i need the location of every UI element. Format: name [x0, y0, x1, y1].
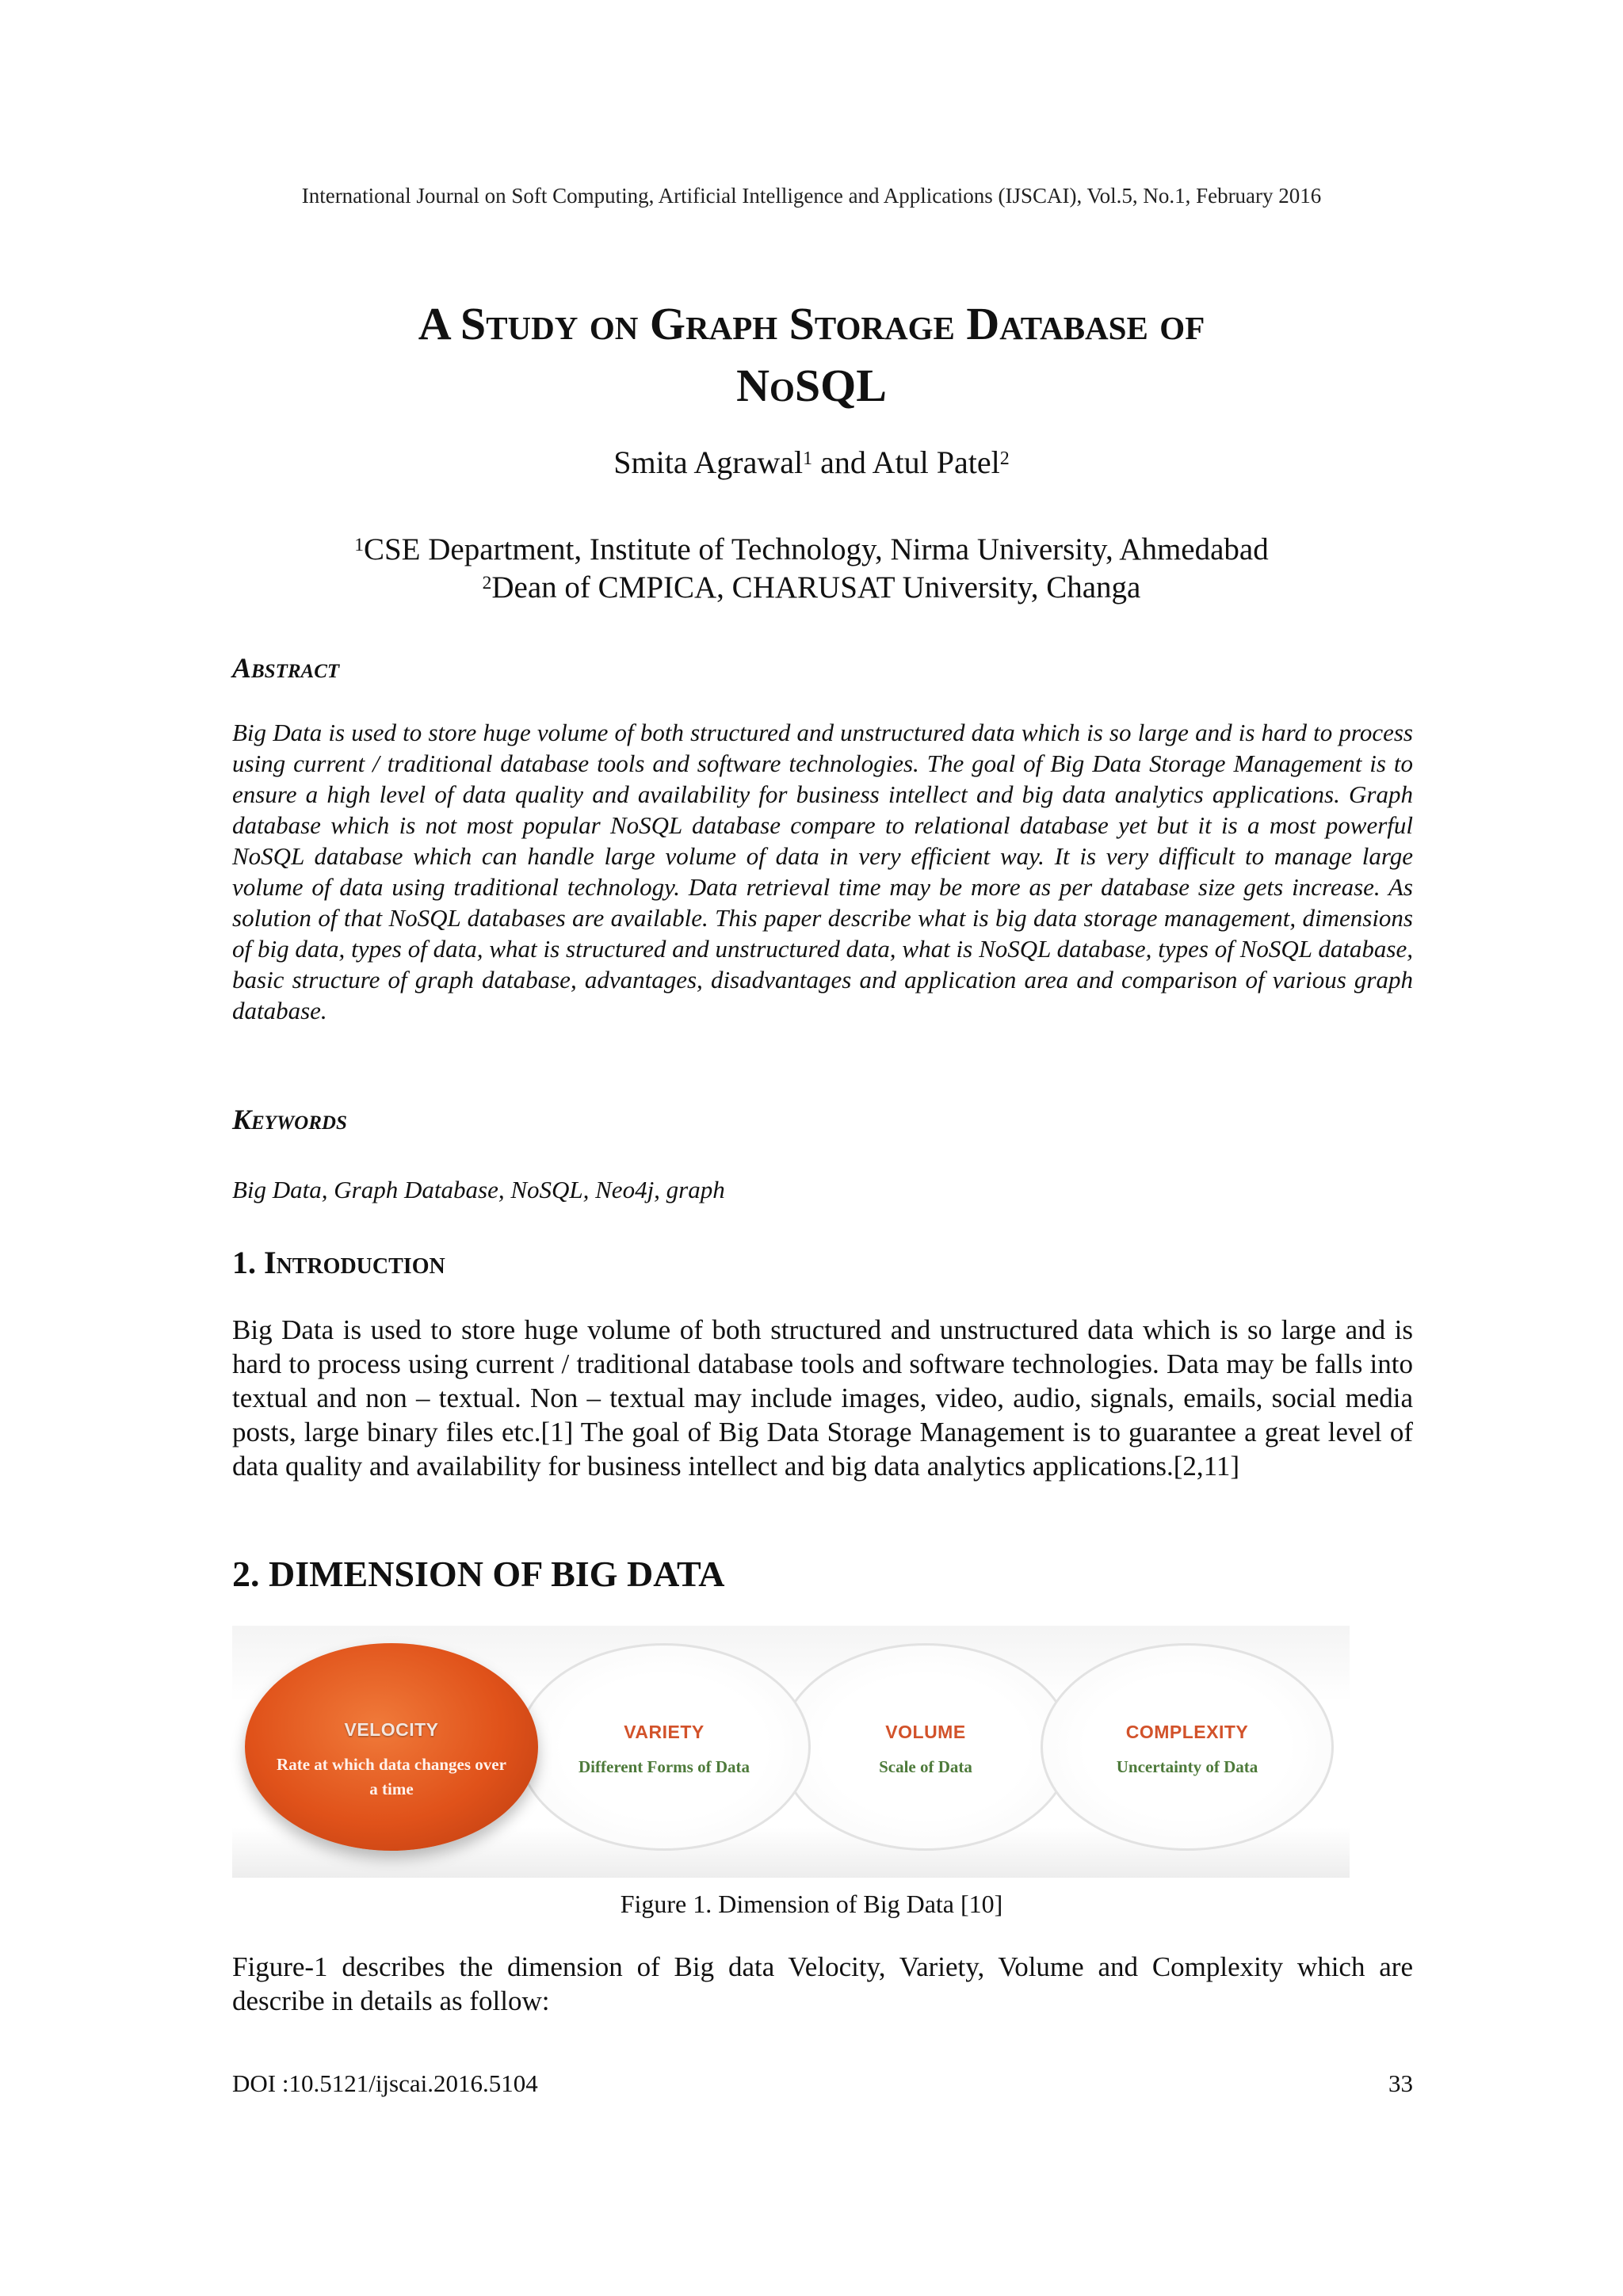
velocity-title: VELOCITY — [344, 1719, 439, 1740]
page-number: 33 — [1388, 2069, 1413, 2097]
volume-subtitle: Scale of Data — [879, 1757, 972, 1776]
author-2: Atul Patel — [872, 444, 1000, 480]
variety-subtitle: Different Forms of Data — [579, 1757, 750, 1776]
title-line-2: NoSQL — [736, 360, 887, 411]
velocity-circle — [245, 1643, 538, 1851]
abstract-heading: Abstract — [232, 652, 340, 684]
affiliation-1-sup: 1 — [354, 535, 364, 556]
intro-heading: 1. Introduction — [232, 1245, 445, 1280]
keywords-heading: Keywords — [232, 1104, 347, 1135]
complexity-subtitle: Uncertainty of Data — [1116, 1757, 1258, 1776]
affiliation-1-text: CSE Department, Institute of Technology, Nirma University, Ahmedabad — [363, 532, 1269, 566]
author-conj: and — [812, 444, 873, 480]
keywords-text: Big Data, Graph Database, NoSQL, Neo4j, graph — [232, 1176, 725, 1203]
doi: DOI :10.5121/ijscai.2016.5104 — [232, 2069, 538, 2097]
author-1-sup: 1 — [803, 448, 813, 470]
affiliation-2-text: Dean of CMPICA, CHARUSAT University, Changa — [491, 570, 1141, 605]
variety-circle — [517, 1643, 811, 1851]
velocity-subtitle: Rate at which data changes over a time — [277, 1755, 506, 1798]
author-2-sup: 2 — [999, 448, 1010, 470]
title-line-1: A Study on Graph Storage Database of — [418, 298, 1205, 349]
volume-circle — [779, 1643, 1072, 1851]
affiliations — [0, 531, 1623, 607]
affiliation-2-sup: 2 — [482, 573, 492, 594]
affiliation-2 — [0, 569, 1623, 607]
intro-text: Big Data is used to store huge volume of both structured and unstructured data which is so large and is hard to process using current / traditional database tools and software technologies. Data may be falls into textual and non – textual. Non – textual may include images, video, audio, signals, emails, social media posts, large binary files etc.[1] The goal of Big Data Storage Management is to guarantee a great level of data quality and availability for business intellect and big data analytics applications.[2,11] — [232, 1314, 1413, 1482]
section-2-text: Figure-1 describes the dimension of Big data Velocity, Variety, Volume and Complexity which are describe in details as follow: — [232, 1951, 1413, 2016]
figure-caption: Figure 1. Dimension of Big Data [10] — [620, 1890, 1003, 1918]
variety-title: VARIETY — [624, 1722, 705, 1742]
section-2-heading: 2. DIMENSION OF BIG DATA — [232, 1554, 725, 1594]
dimension-figure — [232, 1626, 1350, 1878]
affiliation-1 — [0, 531, 1623, 569]
author-1: Smita Agrawal — [613, 444, 804, 480]
volume-title: VOLUME — [885, 1722, 966, 1742]
authors — [0, 444, 1623, 481]
complexity-circle — [1041, 1643, 1334, 1851]
complexity-title: COMPLEXITY — [1125, 1722, 1249, 1742]
abstract-text: Big Data is used to store huge volume of both structured and unstructured data which is so large and is hard to process using current / traditional database tools and software technologies. The goal of Big Data Storage Management is to ensure a high level of data quality and availability for business intellect and big data analytics applications. Graph database which is not most popular NoSQL database compare to relational database yet but it is a most powerful NoSQL database which can handle large volume of data in very efficient way. It is very difficult to manage large volume of data using traditional technology. Data retrieval time may be more as per database size gets increase. As solution of that NoSQL databases are available. This paper describe what is big data storage management, dimensions of big data, types of data, what is structured and unstructured data, what is NoSQL database, types of NoSQL database, basic structure of graph database, advantages, disadvantages and application area and comparison of various graph database. — [232, 719, 1413, 1024]
running-header: International Journal on Soft Computing, Artificial Intelligence and Applications (IJSCAI), Vol.5, No.1, February 2016 — [301, 184, 1322, 208]
paper-title — [158, 293, 1465, 417]
